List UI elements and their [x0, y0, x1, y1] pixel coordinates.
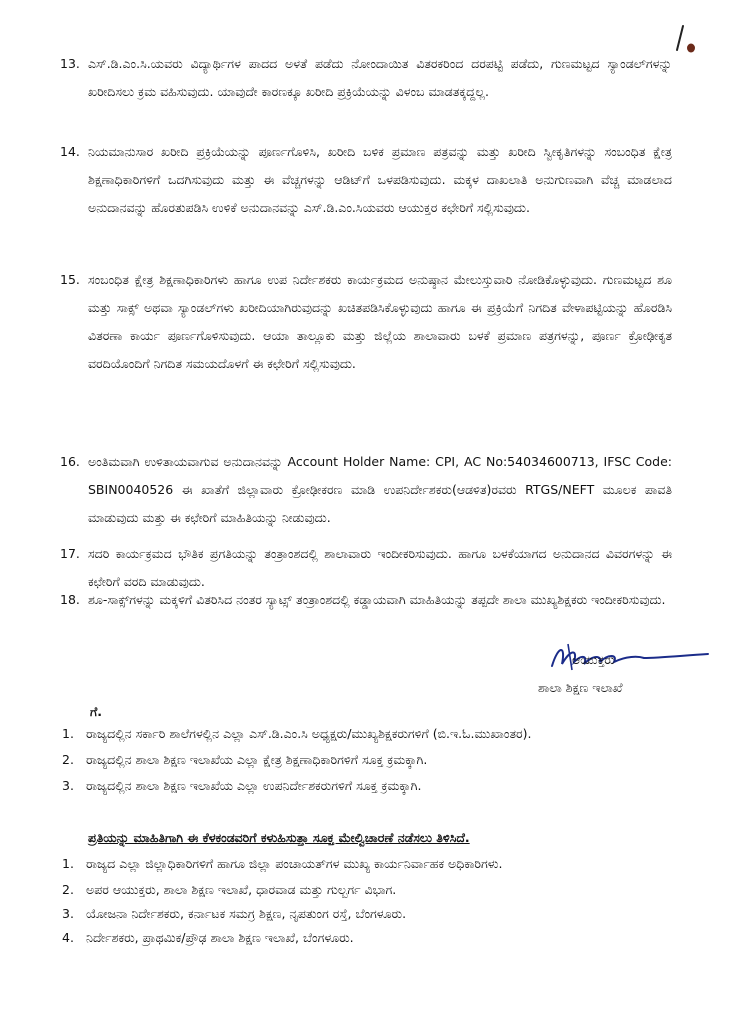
list-item [62, 748, 662, 772]
list-number: 3. [62, 906, 74, 921]
item-number: 14. [60, 144, 80, 159]
item-14 [60, 138, 672, 222]
list-number: 2. [62, 882, 74, 897]
copy-list [62, 852, 662, 950]
list-item [62, 902, 662, 926]
item-text: ಸಂಬಂಧಿತ ಕ್ಷೇತ್ರ ಶಿಕ್ಷಣಾಧಿಕಾರಿಗಳು ಹಾಗೂ ಉಪ ನಿರ್ದೇಶಕರು ಕಾರ್ಯಕ್ರಮದ ಅನುಷ್ಠಾನ ಮೇಲುಸ್ತುವಾರಿ ನೋಡಿಕೊಳ್ಳುವುದು. ಗುಣಮಟ್ಟದ ಶೂ ಮತ್ತು ಸಾಕ್ಸ್ ಅಥವಾ ಸ್ಯಾಂಡಲ್‌ಗಳು ಖರೀದಿಯಾಗಿರುವುದನ್ನು ಖಚಿತಪಡಿಸಿಕೊಳ್ಳುವುದು ಹಾಗೂ ಈ ಪ್ರಕ್ರಿಯೆಗೆ ನಿಗದಿತ ವೇಳಾಪಟ್ಟಿಯನ್ನು ಹೊರಡಿಸಿ ವಿತರಣಾ ಕಾರ್ಯ ಪೂರ್ಣಗೊಳಿಸುವುದು. ಆಯಾ ತಾಲ್ಲೂಕು ಮತ್ತು ಜಿಲ್ಲೆಯ ಶಾಲಾವಾರು ಬಳಕೆ ಪ್ರಮಾಣ ಪತ್ರಗಳನ್ನು, ಪೂರ್ಣ ಕ್ರೋಢೀಕೃತ ವರದಿಯೊಂದಿಗೆ ನಿಗದಿತ ಸಮಯದೊಳಗೆ ಈ ಕಛೇರಿಗೆ ಸಲ್ಲಿಸುವುದು. [88, 272, 672, 371]
list-text: ಯೋಜನಾ ನಿರ್ದೇಶಕರು, ಕರ್ನಾಟಕ ಸಮಗ್ರ ಶಿಕ್ಷಣ, ನೃಪತುಂಗ ರಸ್ತೆ, ಬೆಂಗಳೂರು. [86, 906, 407, 921]
list-item [62, 774, 662, 798]
item-13 [60, 50, 672, 106]
copy-heading-text: ಪ್ರತಿಯನ್ನು ಮಾಹಿತಿಗಾಗಿ ಈ ಕೆಳಕಂಡವರಿಗೆ ಕಳುಹಿಸುತ್ತಾ ಸೂಕ್ತ ಮೇಲ್ವಿಚಾರಣೆ ನಡೆಸಲು ತಿಳಿಸಿದೆ. [88, 830, 470, 845]
list-number: 4. [62, 930, 74, 945]
item-number: 18. [60, 592, 80, 607]
list-number: 1. [62, 856, 74, 871]
item-text: ಶೂ-ಸಾಕ್ಸ್‌ಗಳನ್ನು ಮಕ್ಕಳಿಗೆ ವಿತರಿಸಿದ ನಂತರ ಸ್ಯಾಟ್ಸ್ ತಂತ್ರಾಂಶದಲ್ಲಿ ಕಡ್ಡಾಯವಾಗಿ ಮಾಹಿತಿಯನ್ನು ತಪ್ಪದೇ ಶಾಲಾ ಮುಖ್ಯಶಿಕ್ಷಕರು ಇಂದೀಕರಿಸುವುದು. [88, 592, 666, 607]
list-item [62, 878, 662, 902]
item-number: 17. [60, 546, 80, 561]
item-number: 15. [60, 272, 80, 287]
item-number: 16. [60, 454, 80, 469]
item-text: ನಿಯಮಾನುಸಾರ ಖರೀದಿ ಪ್ರಕ್ರಿಯೆಯನ್ನು ಪೂರ್ಣಗೊಳಿಸಿ, ಖರೀದಿ ಬಳಿಕ ಪ್ರಮಾಣ ಪತ್ರವನ್ನು ಮತ್ತು ಖರೀದಿ ಸ್ವೀಕೃತಿಗಳನ್ನು ಸಂಬಂಧಿತ ಕ್ಷೇತ್ರ ಶಿಕ್ಷಣಾಧಿಕಾರಿಗಳಿಗೆ ಒದಗಿಸುವುದು ಮತ್ತು ಈ ವೆಚ್ಚಗಳನ್ನು ಆಡಿಟ್‌ಗೆ ಒಳಪಡಿಸುವುದು. ಮಕ್ಕಳ ದಾಖಲಾತಿ ಅನುಗುಣವಾಗಿ ವೆಚ್ಚ ಮಾಡಲಾದ ಅನುದಾನವನ್ನು ಹೊರತುಪಡಿಸಿ ಉಳಿಕೆ ಅನುದಾನವನ್ನು ಎಸ್.ಡಿ.ಎಂ.ಸಿಯವರು ಆಯುಕ್ತರ ಕಛೇರಿಗೆ ಸಲ್ಲಿಸುವುದು. [88, 144, 672, 215]
list-text: ರಾಜ್ಯದಲ್ಲಿನ ಶಾಲಾ ಶಿಕ್ಷಣ ಇಲಾಖೆಯ ಎಲ್ಲಾ ಉಪನಿರ್ದೇಶಕರುಗಳಿಗೆ ಸೂಕ್ತ ಕ್ರಮಕ್ಕಾಗಿ. [86, 778, 422, 793]
item-text: ಅಂತಿಮವಾಗಿ ಉಳಿತಾಯವಾಗುವ ಅನುದಾನವನ್ನು Account Holder Name: CPI, AC No:54034600713, IFSC Code: SBIN0040526 ಈ ಖಾತೆಗೆ ಜಿಲ್ಲಾವಾರು ಕ್ರೋಢೀಕರಣ ಮಾಡಿ ಉಪನಿರ್ದೇಶಕರು(ಆಡಳಿತ)ರವರು RTGS/NEFT ಮೂಲಕ ಪಾವತಿ ಮಾಡುವುದು ಮತ್ತು ಈ ಕಛೇರಿಗೆ ಮಾಹಿತಿಯನ್ನು ನೀಡುವುದು. [88, 454, 672, 525]
signatory-title: ಆಯುಕ್ತರು [572, 652, 615, 667]
item-text: ಎಸ್.ಡಿ.ಎಂ.ಸಿ.ಯವರು ವಿದ್ಯಾರ್ಥಿಗಳ ಪಾದದ ಅಳತೆ ಪಡೆದು ನೋಂದಾಯಿತ ವಿತರಕರಿಂದ ದರಪಟ್ಟಿ ಪಡೆದು, ಗುಣಮಟ್ಟದ ಸ್ಯಾಂಡಲ್‌ಗಳನ್ನು ಖರೀದಿಸಲು ಕ್ರಮ ವಹಿಸುವುದು. ಯಾವುದೇ ಕಾರಣಕ್ಕೂ ಖರೀದಿ ಪ್ರಕ್ರಿಯೆಯನ್ನು ವಿಳಂಬ ಮಾಡತಕ್ಕದ್ದಲ್ಲ. [88, 56, 672, 99]
list-number: 1. [62, 726, 74, 741]
item-16 [60, 448, 672, 532]
list-text: ರಾಜ್ಯದಲ್ಲಿನ ಸರ್ಕಾರಿ ಶಾಲೆಗಳಲ್ಲಿನ ಎಲ್ಲಾ ಎಸ್.ಡಿ.ಎಂ.ಸಿ ಅಧ್ಯಕ್ಷರು/ಮುಖ್ಯಶಿಕ್ಷಕರುಗಳಿಗೆ (ಬಿ.ಇ.ಓ.ಮುಖಾಂತರ). [86, 726, 532, 741]
item-15 [60, 266, 672, 378]
item-18 [60, 586, 672, 614]
list-item [62, 722, 662, 746]
list-number: 3. [62, 778, 74, 793]
signatory-department: ಶಾಲಾ ಶಿಕ್ಷಣ ಇಲಾಖೆ [538, 680, 623, 695]
pen-mark-icon [672, 22, 698, 54]
list-item [62, 926, 662, 950]
list-item [62, 852, 662, 876]
list-text: ಅಪರ ಆಯುಕ್ತರು, ಶಾಲಾ ಶಿಕ್ಷಣ ಇಲಾಖೆ, ಧಾರವಾಡ ಮತ್ತು ಗುಲ್ಬರ್ಗ ವಿಭಾಗ. [86, 882, 397, 897]
list-number: 2. [62, 752, 74, 767]
to-label: ಗೆ. [90, 704, 103, 719]
list-text: ರಾಜ್ಯದ ಎಲ್ಲಾ ಜಿಲ್ಲಾಧಿಕಾರಿಗಳಿಗೆ ಹಾಗೂ ಜಿಲ್ಲಾ ಪಂಚಾಯತ್‌ಗಳ ಮುಖ್ಯ ಕಾರ್ಯನಿರ್ವಾಹಕ ಅಧಿಕಾರಿಗಳು. [86, 856, 503, 871]
item-text: ಸದರಿ ಕಾರ್ಯಕ್ರಮದ ಭೌತಿಕ ಪ್ರಗತಿಯನ್ನು ತಂತ್ರಾಂಶದಲ್ಲಿ ಶಾಲಾವಾರು ಇಂದೀಕರಿಸುವುದು. ಹಾಗೂ ಬಳಕೆಯಾಗದ ಅನುದಾನದ ವಿವರಗಳನ್ನು ಈ ಕಛೇರಿಗೆ ವರದಿ ಮಾಡುವುದು. [88, 546, 672, 589]
list-text: ರಾಜ್ಯದಲ್ಲಿನ ಶಾಲಾ ಶಿಕ್ಷಣ ಇಲಾಖೆಯ ಎಲ್ಲಾ ಕ್ಷೇತ್ರ ಶಿಕ್ಷಣಾಧಿಕಾರಿಗಳಿಗೆ ಸೂಕ್ತ ಕ್ರಮಕ್ಕಾಗಿ. [86, 752, 428, 767]
to-list [62, 722, 662, 798]
list-text: ನಿರ್ದೇಶಕರು, ಪ್ರಾಥಮಿಕ/ಪ್ರೌಢ ಶಾಲಾ ಶಿಕ್ಷಣ ಇಲಾಖೆ, ಬೆಂಗಳೂರು. [86, 930, 354, 945]
copy-heading [88, 830, 470, 846]
item-number: 13. [60, 56, 80, 71]
